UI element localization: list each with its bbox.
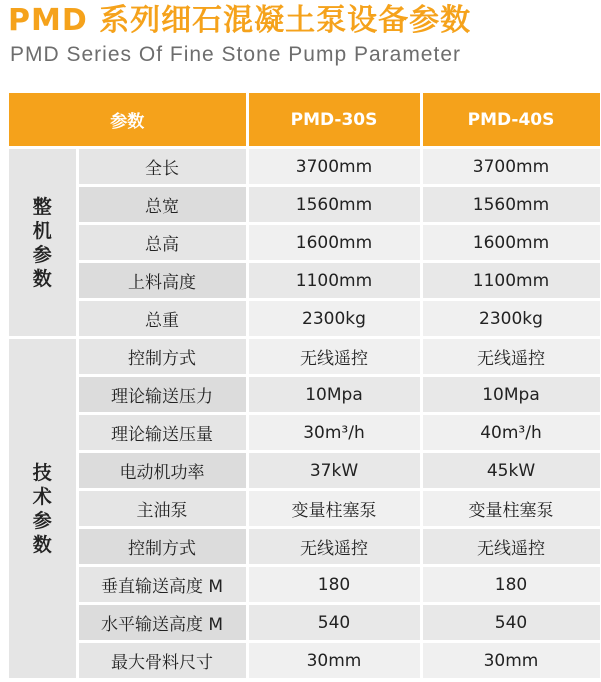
value-pmd-40s: 2300kg bbox=[421, 300, 601, 338]
value-pmd-40s: 3700mm bbox=[421, 148, 601, 186]
param-name: 全长 bbox=[77, 148, 247, 186]
value-pmd-40s: 45kW bbox=[421, 452, 601, 490]
table-row bbox=[9, 604, 601, 642]
value-pmd-30s: 37kW bbox=[247, 452, 421, 490]
value-pmd-30s: 变量柱塞泵 bbox=[247, 490, 421, 528]
table-row bbox=[9, 262, 601, 300]
value-pmd-30s: 2300kg bbox=[247, 300, 421, 338]
value-pmd-40s: 1100mm bbox=[421, 262, 601, 300]
value-pmd-40s: 1560mm bbox=[421, 186, 601, 224]
group-label-text: 整机参数 bbox=[32, 195, 52, 290]
table-row bbox=[9, 452, 601, 490]
param-name: 控制方式 bbox=[77, 338, 247, 376]
group-label-machine bbox=[9, 148, 77, 338]
value-pmd-40s: 变量柱塞泵 bbox=[421, 490, 601, 528]
value-pmd-40s: 180 bbox=[421, 566, 601, 604]
value-pmd-40s: 10Mpa bbox=[421, 376, 601, 414]
table-row bbox=[9, 566, 601, 604]
param-name: 控制方式 bbox=[77, 528, 247, 566]
value-pmd-40s: 40m³/h bbox=[421, 414, 601, 452]
value-pmd-30s: 无线遥控 bbox=[247, 338, 421, 376]
spec-table bbox=[9, 93, 601, 681]
table-row bbox=[9, 490, 601, 528]
table-row bbox=[9, 224, 601, 262]
value-pmd-30s: 10Mpa bbox=[247, 376, 421, 414]
header-pmd-30s: PMD-30S bbox=[247, 93, 421, 148]
table-row bbox=[9, 300, 601, 338]
page-title: PMD 系列细石混凝土泵设备参数 bbox=[8, 3, 472, 38]
group-label-text: 技术参数 bbox=[32, 461, 52, 556]
param-name: 最大骨料尺寸 bbox=[77, 642, 247, 680]
value-pmd-30s: 540 bbox=[247, 604, 421, 642]
param-name: 理论输送压量 bbox=[77, 414, 247, 452]
table-header-row bbox=[9, 93, 601, 148]
value-pmd-30s: 180 bbox=[247, 566, 421, 604]
value-pmd-40s: 无线遥控 bbox=[421, 338, 601, 376]
table-row bbox=[9, 148, 601, 186]
page-subtitle: PMD Series Of Fine Stone Pump Parameter bbox=[10, 43, 461, 66]
param-name: 上料高度 bbox=[77, 262, 247, 300]
value-pmd-40s: 1600mm bbox=[421, 224, 601, 262]
value-pmd-30s: 1600mm bbox=[247, 224, 421, 262]
param-name: 总高 bbox=[77, 224, 247, 262]
value-pmd-30s: 无线遥控 bbox=[247, 528, 421, 566]
value-pmd-40s: 无线遥控 bbox=[421, 528, 601, 566]
value-pmd-30s: 3700mm bbox=[247, 148, 421, 186]
table-row bbox=[9, 376, 601, 414]
param-name: 水平输送高度 M bbox=[77, 604, 247, 642]
param-name: 垂直输送高度 M bbox=[77, 566, 247, 604]
header-pmd-40s: PMD-40S bbox=[421, 93, 601, 148]
value-pmd-30s: 1100mm bbox=[247, 262, 421, 300]
value-pmd-40s: 30mm bbox=[421, 642, 601, 680]
value-pmd-30s: 30mm bbox=[247, 642, 421, 680]
table-row bbox=[9, 528, 601, 566]
value-pmd-30s: 30m³/h bbox=[247, 414, 421, 452]
param-name: 理论输送压力 bbox=[77, 376, 247, 414]
value-pmd-30s: 1560mm bbox=[247, 186, 421, 224]
table-row bbox=[9, 642, 601, 680]
table-row bbox=[9, 186, 601, 224]
header-param: 参数 bbox=[9, 93, 247, 148]
group-label-technical bbox=[9, 338, 77, 680]
param-name: 总重 bbox=[77, 300, 247, 338]
param-name: 电动机功率 bbox=[77, 452, 247, 490]
param-name: 主油泵 bbox=[77, 490, 247, 528]
param-name: 总宽 bbox=[77, 186, 247, 224]
table-row bbox=[9, 338, 601, 376]
value-pmd-40s: 540 bbox=[421, 604, 601, 642]
table-row bbox=[9, 414, 601, 452]
